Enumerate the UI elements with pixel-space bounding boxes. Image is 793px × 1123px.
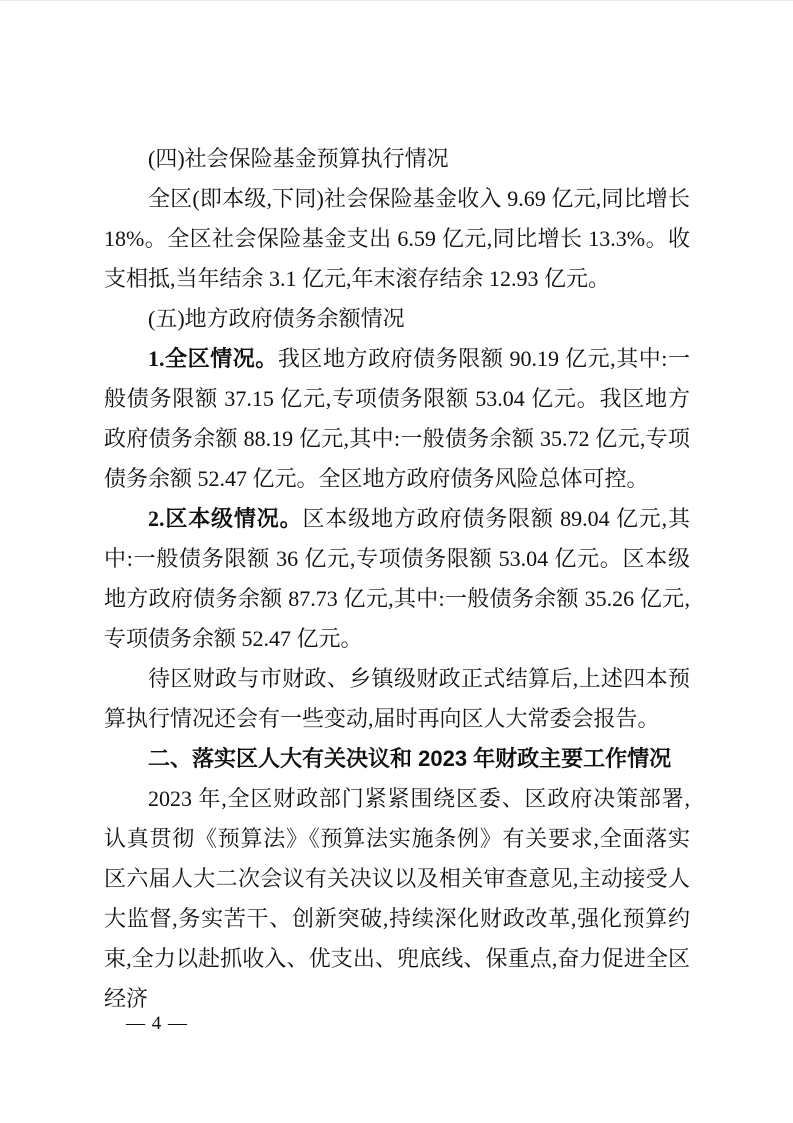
body-paragraph: 1.全区情况。我区地方政府债务限额 90.19 亿元,其中:一般债务限额 37.15 亿元,专项债务限额 53.04 亿元。我区地方政府债务余额 88.19 亿元,其中:一般债务余额 35.72 亿元,专项债务余额 52.47 亿元。全区地方政府债务风险总体可控。 [104, 346, 690, 491]
section-heading: (四)社会保险基金预算执行情况 [148, 146, 449, 171]
body-paragraph: 2023 年,全区财政部门紧紧围绕区委、区政府决策部署,认真贯彻《预算法》《预算法实施条例》有关要求,全面落实区六届人大二次会议有关决议以及相关审查意见,主动接受人大监督,务实苦干、创新突破,持续深化财政改革,强化预算约束,全力以赴抓收入、优支出、兜底线、保重点,奋力促进全区经济 [104, 786, 690, 1011]
document-body [104, 139, 690, 1019]
body-paragraph: 待区财政与市财政、乡镇级财政正式结算后,上述四本预算执行情况还会有一些变动,届时再向区人大常委会报告。 [104, 666, 690, 731]
paragraph-lead-bold: 1.全区情况。 [148, 346, 278, 371]
paragraph-lead-bold: 2.区本级情况。 [148, 506, 303, 531]
section-heading: (五)地方政府债务余额情况 [148, 306, 405, 331]
body-paragraph: 2.区本级情况。区本级地方政府债务限额 89.04 亿元,其中:一般债务限额 36 亿元,专项债务限额 53.04 亿元。区本级地方政府债务余额 87.73 亿元,其中:一般债务余额 35.26 亿元,专项债务余额 52.47 亿元。 [104, 506, 690, 651]
body-paragraph: 全区(即本级,下同)社会保险基金收入 9.69 亿元,同比增长 18%。全区社会保险基金支出 6.59 亿元,同比增长 13.3%。收支相抵,当年结余 3.1 亿元,年末滚存结余 12.93 亿元。 [104, 186, 690, 291]
page-number: — 4 — [126, 1013, 188, 1034]
chapter-heading: 二、落实区人大有关决议和 2023 年财政主要工作情况 [148, 746, 672, 771]
